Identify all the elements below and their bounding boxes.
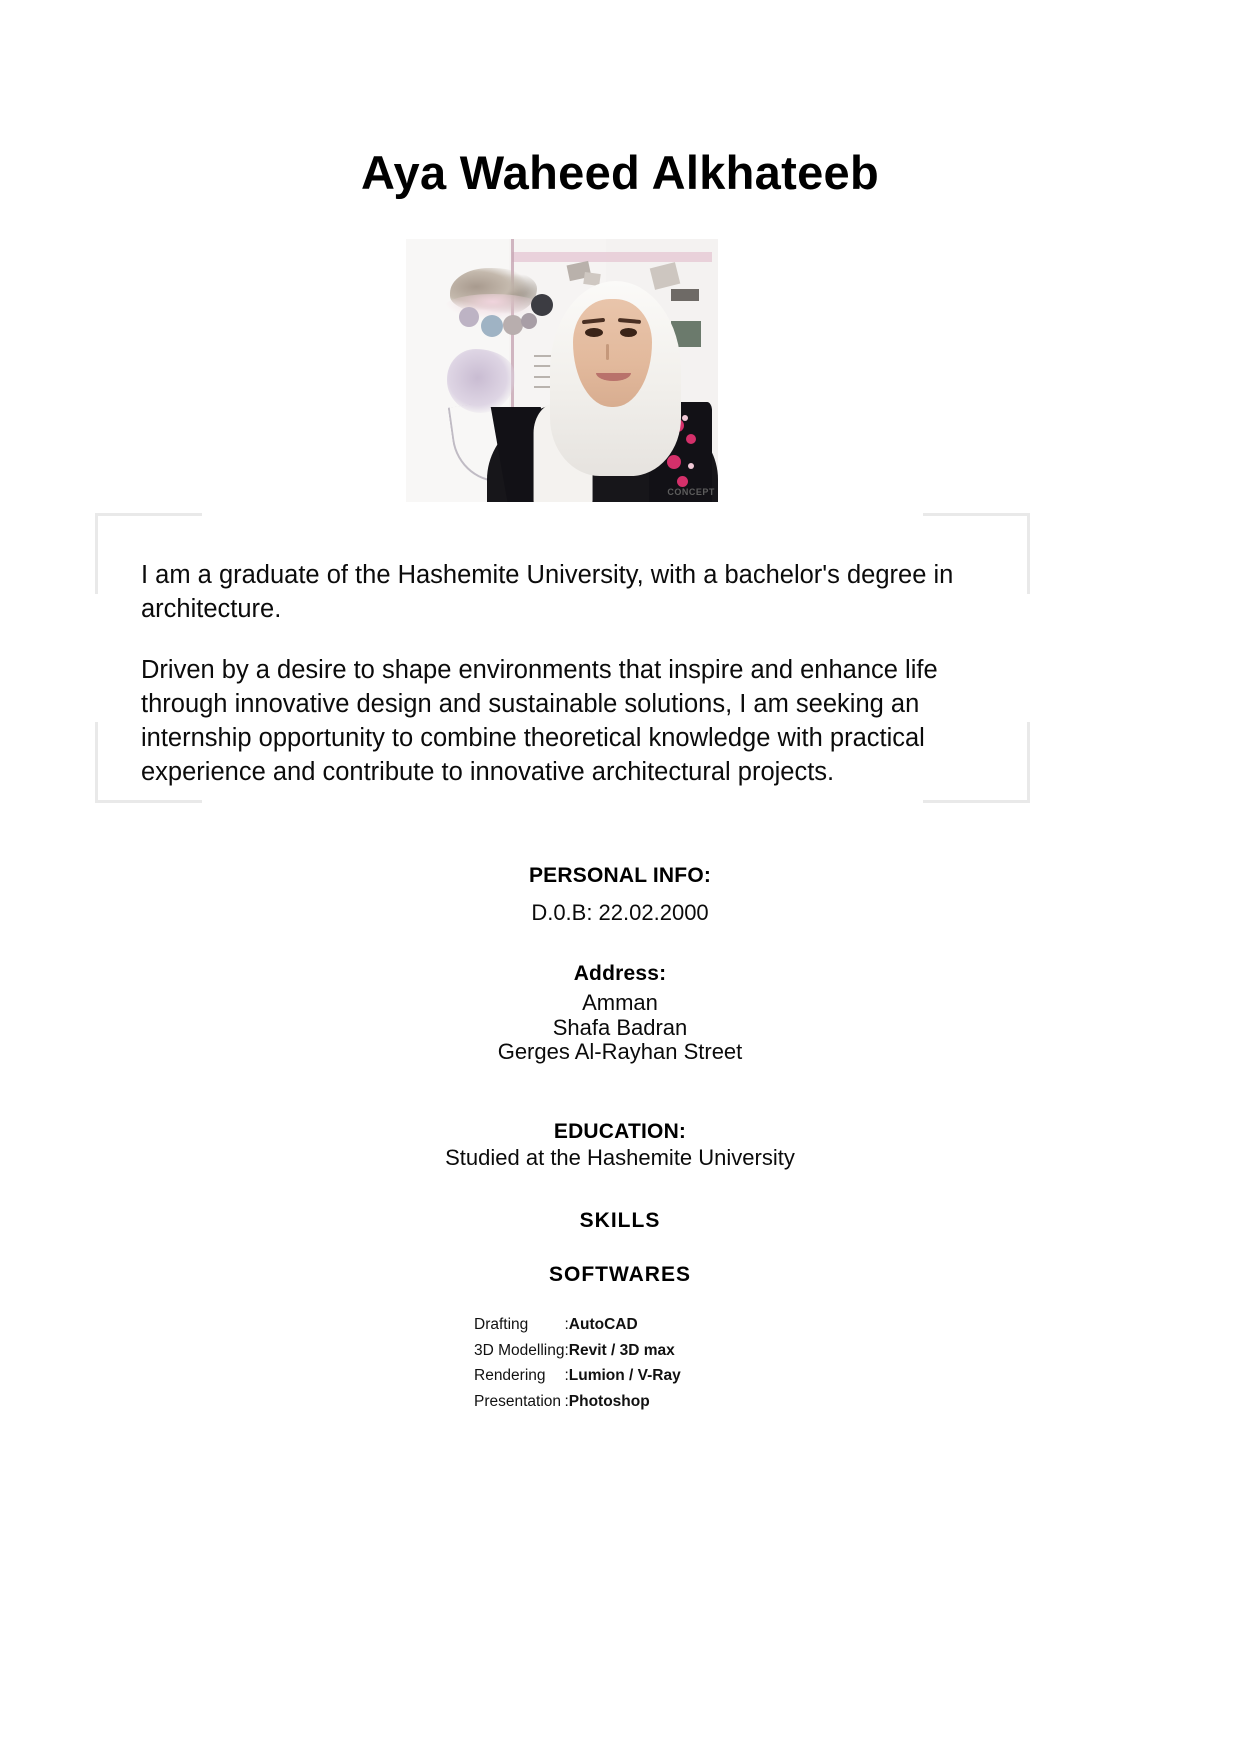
address-heading: Address: (573, 962, 667, 985)
poster-circle-image (531, 294, 553, 316)
bio-block (95, 513, 1030, 803)
softwares-table (474, 1312, 681, 1414)
software-separator: : (564, 1316, 569, 1333)
poster-title-strip (512, 252, 712, 262)
bio-paragraph-2: Driven by a desire to shape environments that inspire and enhance life through innovative design and sustainable solutions, I am seeking an internship opportunity to combine theoretical knowledge with practical experience and contribute to innovative architectural projects. (141, 655, 938, 786)
personal-info-heading: PERSONAL INFO: (528, 864, 712, 887)
poster-thumbnail (671, 289, 699, 301)
poster-concept-label: CONCEPT (667, 486, 715, 497)
address-lines (0, 991, 1240, 1065)
table-row (474, 1389, 681, 1415)
software-value: Lumion / V-Ray (568, 1367, 681, 1385)
floral-motif (688, 463, 694, 469)
portrait-photo-inner (406, 239, 718, 502)
floral-motif (677, 476, 688, 487)
bio-paragraph-1: I am a graduate of the Hashemite University, with a bachelor's degree in architecture. (141, 561, 954, 623)
software-separator: : (564, 1341, 569, 1359)
table-row (474, 1338, 681, 1364)
floral-motif (667, 455, 681, 469)
software-value: Revit / 3D max (568, 1341, 675, 1359)
software-category: Drafting (474, 1316, 529, 1333)
software-separator: : (564, 1367, 569, 1385)
portrait-photo (406, 239, 718, 502)
education-heading: EDUCATION: (553, 1120, 687, 1143)
education-detail: Studied at the Hashemite University (445, 1145, 795, 1170)
software-value: Photoshop (568, 1392, 650, 1410)
bio-text (141, 559, 987, 789)
table-row (474, 1312, 681, 1338)
address-line: Amman (582, 990, 658, 1015)
address-line: Gerges Al-Rayhan Street (497, 1039, 743, 1065)
skills-heading: SKILLS (579, 1209, 661, 1232)
address-line: Shafa Badran (552, 1014, 688, 1040)
software-separator: : (564, 1392, 569, 1410)
software-category: 3D Modelling (474, 1341, 565, 1359)
poster-circle-image (481, 315, 503, 337)
software-category: Rendering (474, 1367, 546, 1385)
page-title: Aya Waheed Alkhateeb (361, 146, 879, 199)
software-category: Presentation (474, 1392, 562, 1410)
nose (606, 344, 609, 360)
poster-circle-image (521, 313, 537, 329)
date-of-birth: D.0.B: 22.02.2000 (531, 900, 709, 925)
floral-motif (682, 415, 688, 421)
table-row (474, 1363, 681, 1389)
softwares-heading: SOFTWARES (548, 1263, 691, 1286)
poster-circle-image (503, 315, 523, 335)
software-value: AutoCAD (568, 1316, 638, 1333)
floral-motif (686, 434, 696, 444)
